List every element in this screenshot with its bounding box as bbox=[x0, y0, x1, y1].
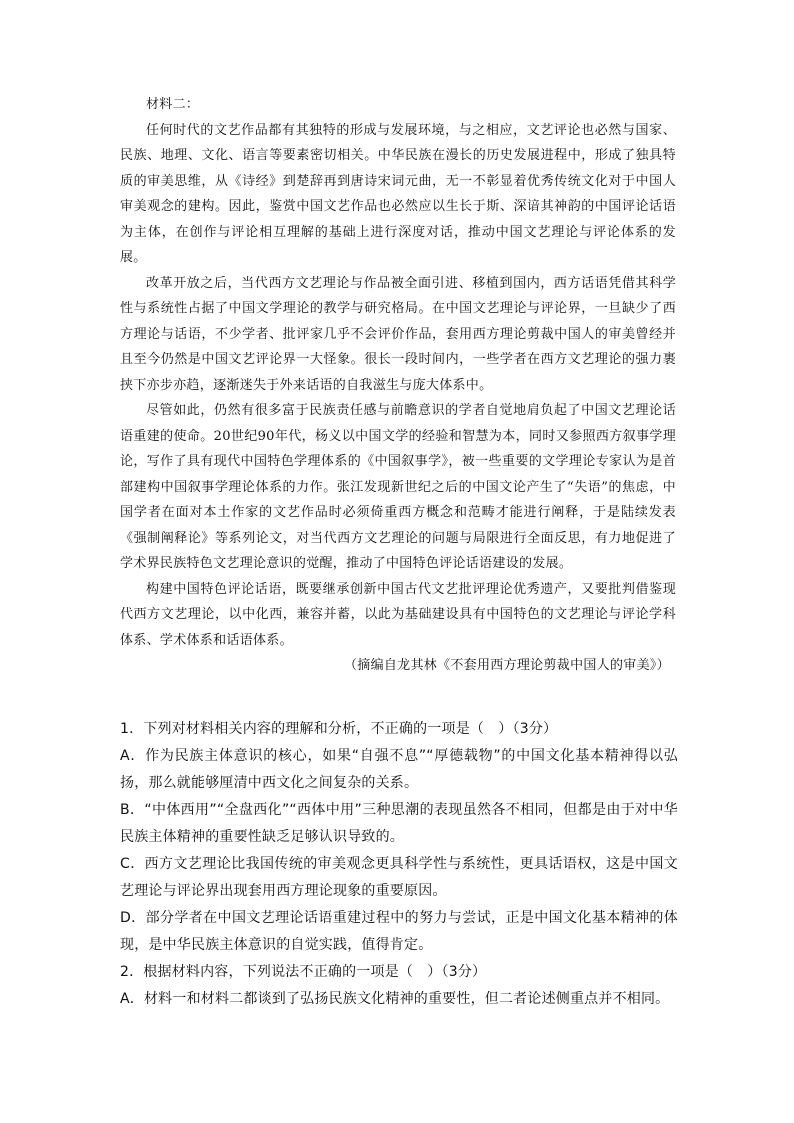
question-stem: 1．下列对材料相关内容的理解和分析，不正确的一项是（ ）（3分） bbox=[120, 721, 558, 737]
material-paragraph: 构建中国特色评论话语，既要继承创新中国古代文艺批评理论优秀遗产，又要批判借鉴现代西方文艺理论，以中化西，兼容并蓄，以此为基础建设具有中国特色的文艺理论与评论学科体系、学术体系和话语体系。 bbox=[120, 581, 676, 648]
material-paragraph: 尽管如此，仍然有很多富于民族责任感与前瞻意识的学者自觉地肩负起了中国文艺理论话语重建的使命。20世纪90年代，杨义以中国文学的经验和智慧为本，同时又参照西方叙事学理论，写作了具有现代中国特色学理体系的《中国叙事学》，被一些重要的文学理论专家认为是首部建构中国叙事学理论体系的力作。张江发现新世纪之后的中国文论产生了“失语”的焦虑，中国学者在面对本土作家的文艺作品时必须倚重西方概念和范畴才能进行阐释，于是陆续发表《强制阐释论》等系列论文，对当代西方文艺理论的问题与局限进行全面反思，有力地促进了学术界民族特色文艺理论意识的觉醒，推动了中国特色评论话语建设的发展。 bbox=[120, 403, 676, 571]
material-paragraph: 改革开放之后，当代西方文艺理论与作品被全面引进、移植到国内，西方话语凭借其科学性与系统性占据了中国文学理论的教学与研究格局。在中国文艺理论与评论界，一旦缺少了西方理论与话语，不少学者、批评家几乎不会评价作品，套用西方理论剪裁中国人的审美曾经并且至今仍然是中国文艺评论界一大怪象。很长一段时间内，一些学者在西方文艺理论的强力裹挟下亦步亦趋，逐渐迷失于外来话语的自我滋生与庞大体系中。 bbox=[120, 275, 676, 393]
material-two bbox=[120, 92, 676, 679]
question-option-c: C．西方文艺理论比我国传统的审美观念更具科学性与系统性，更具话语权，这是中国文艺理论与评论界出现套用西方理论现象的重要原因。 bbox=[120, 856, 678, 899]
question-list bbox=[120, 716, 678, 1013]
question-option-a: A．材料一和材料二都谈到了弘扬民族文化精神的重要性，但二者论述侧重点并不相同。 bbox=[120, 991, 670, 1007]
question-option-b: B．“中体西用”“全盘西化”“西体中用”三种思潮的表现虽然各不相同，但都是由于对中华民族主体精神的重要性缺乏足够认识导致的。 bbox=[120, 802, 678, 845]
question-option-a: A．作为民族主体意识的核心，如果“自强不息”“厚德载物”的中国文化基本精神得以弘扬，那么就能够厘清中西文化之间复杂的关系。 bbox=[120, 748, 678, 791]
material-source: （摘编自龙其林《不套用西方理论剪裁中国人的审美》） bbox=[343, 658, 670, 673]
material-paragraph: 任何时代的文艺作品都有其独特的形成与发展环境，与之相应，文艺评论也必然与国家、民族、地理、文化、语言等要素密切相关。中华民族在漫长的历史发展进程中，形成了独具特质的审美思维，从《诗经》到楚辞再到唐诗宋词元曲，无一不彰显着优秀传统文化对于中国人审美观念的建构。因此，鉴赏中国文艺作品也必然应以生长于斯、深谙其神韵的中国评论话语为主体，在创作与评论相互理解的基础上进行深度对话，推动中国文艺理论与评论体系的发展。 bbox=[120, 122, 676, 265]
question-stem: 2．根据材料内容，下列说法不正确的一项是（ ）（3分） bbox=[120, 964, 487, 980]
question-option-d: D．部分学者在中国文艺理论话语重建过程中的努力与尝试，正是中国文化基本精神的体现，是中华民族主体意识的自觉实践，值得肯定。 bbox=[120, 910, 678, 953]
material-label: 材料二： bbox=[146, 97, 200, 112]
